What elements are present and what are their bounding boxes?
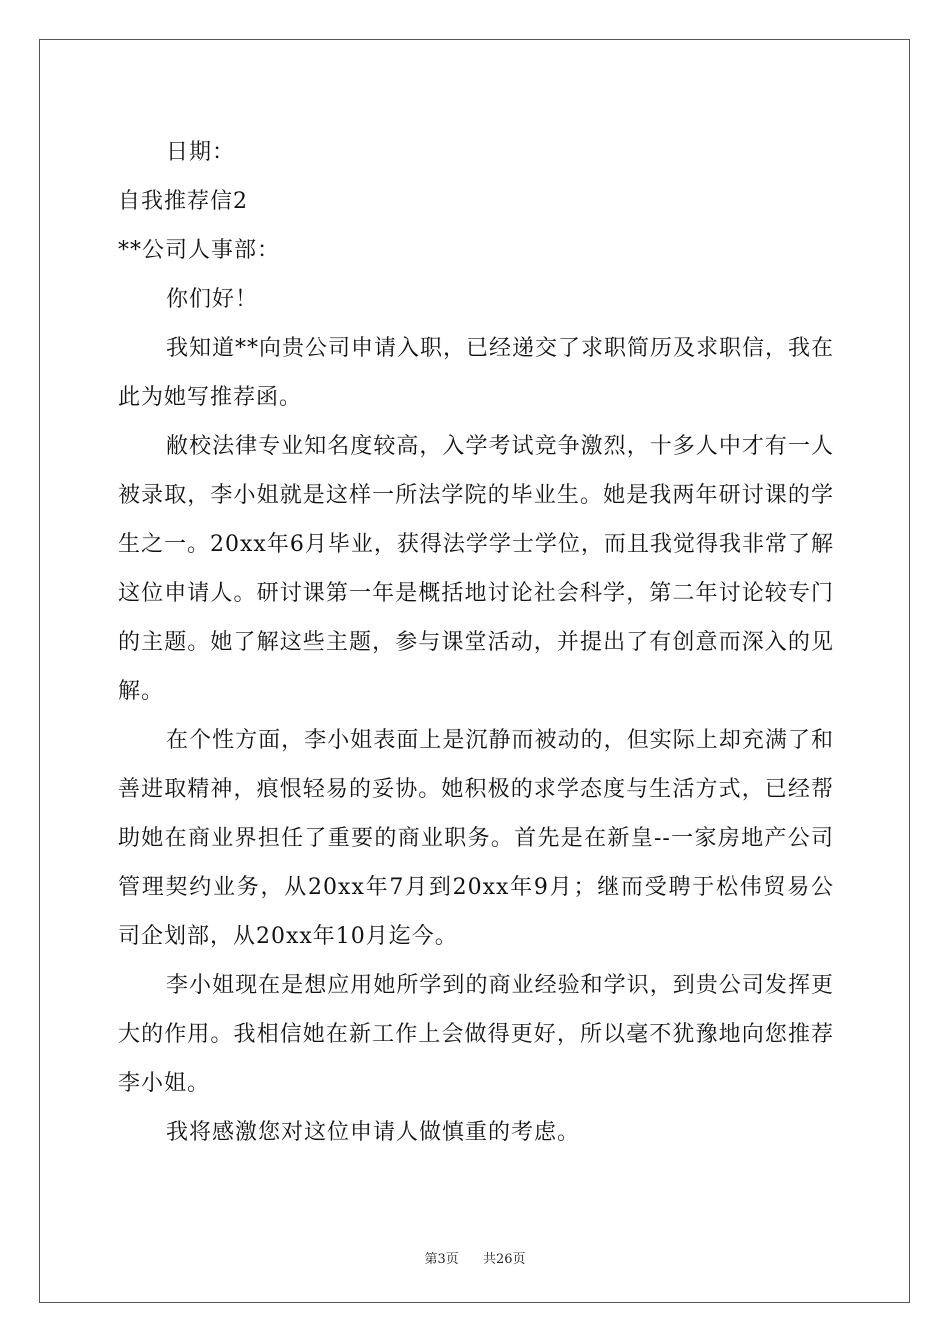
recipient-line: **公司人事部： [118, 238, 281, 263]
page-total: 共26页 [483, 1252, 526, 1267]
page-footer [0, 1248, 950, 1267]
date-label: 日期： [166, 140, 236, 165]
letter-heading: 自我推荐信2 [118, 189, 248, 214]
paragraph-1: 我知道**向贵公司申请入职，已经递交了求职简历及求职信，我在此为她写推荐函。 [118, 336, 835, 410]
paragraph-4: 李小姐现在是想应用她所学到的商业经验和学识，到贵公司发挥更大的作用。我相信她在新工作上会做得更好，所以毫不犹豫地向您推荐李小姐。 [118, 973, 834, 1096]
paragraph-3: 在个性方面，李小姐表面上是沉静而被动的，但实际上却充满了和善进取精神，痕恨轻易的妥协。她积极的求学态度与生活方式，已经帮助她在商业界担任了重要的商业职务。首先是在新皇--一家房地产公司管理契约业务，从20xx年7月到20xx年9月；继而受聘于松伟贸易公司企划部，从20xx年10月迄今。 [118, 728, 834, 949]
closing-paragraph: 我将感激您对这位申请人做慎重的考虑。 [166, 1120, 581, 1145]
greeting-line: 你们好！ [166, 287, 259, 312]
page-number: 第3页 [424, 1252, 459, 1267]
letter-body [118, 128, 834, 1157]
paragraph-2: 敝校法律专业知名度较高，入学考试竞争激烈，十多人中才有一人被录取，李小姐就是这样一所法学院的毕业生。她是我两年研讨课的学生之一。20xx年6月毕业，获得法学学士学位，而且我觉得我非常了解这位申请人。研讨课第一年是概括地讨论社会科学，第二年讨论较专门的主题。她了解这些主题，参与课堂活动，并提出了有创意而深入的见解。 [118, 434, 834, 704]
